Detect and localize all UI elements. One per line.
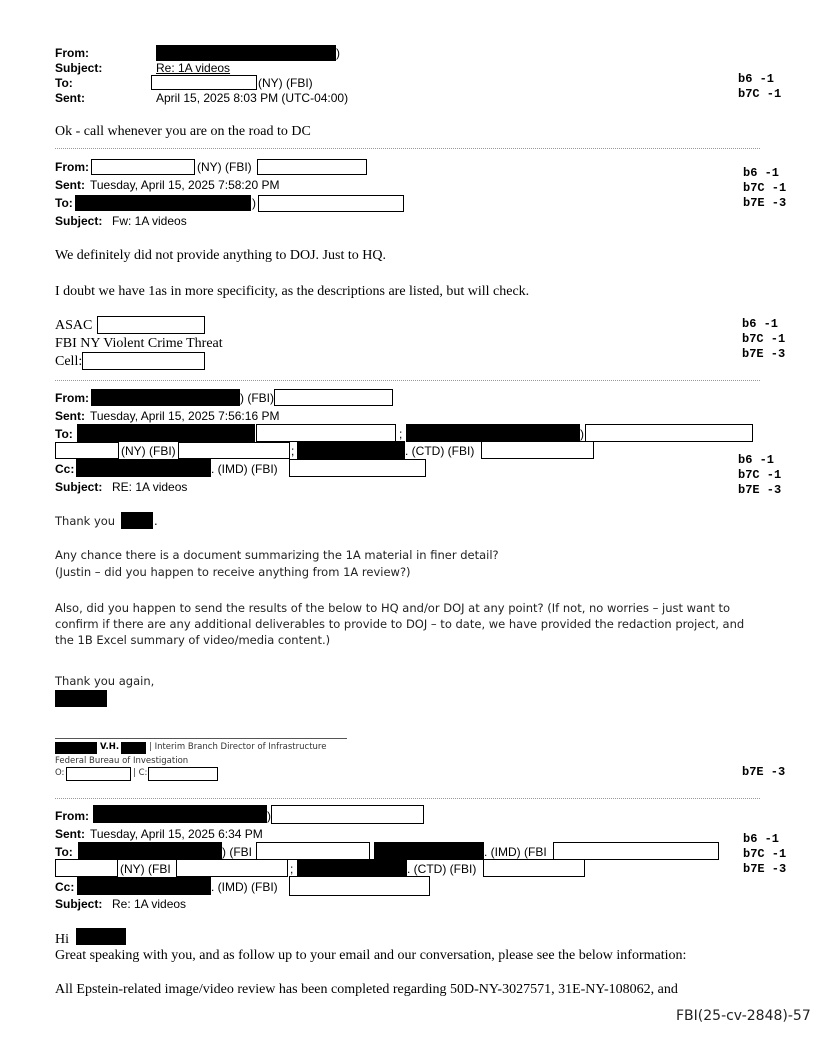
email2-subject-label: Subject:	[55, 214, 103, 228]
redaction-box	[256, 424, 396, 442]
redaction-box	[289, 876, 430, 896]
email4-to-mid1: ) (FBI	[222, 845, 252, 859]
redaction-block	[93, 805, 267, 823]
exemption-code: b6 -1	[738, 453, 775, 467]
email3-sig-title: | Interim Branch Director of Infrastructure	[149, 742, 327, 752]
exemption-code: b7C -1	[742, 332, 786, 346]
email2-subject-value: Fw: 1A videos	[112, 214, 187, 228]
email2-sig-office: FBI NY Violent Crime Threat	[55, 336, 223, 351]
redaction-block	[76, 928, 126, 945]
exemption-code: b7C -1	[738, 87, 782, 101]
email1-sent-value: April 15, 2025 8:03 PM (UTC-04:00)	[156, 91, 349, 105]
email4-cc-label: Cc:	[55, 880, 75, 894]
email4-to-row2-a: (NY) (FBI	[120, 862, 171, 876]
email1-from-label: From:	[55, 46, 89, 60]
email4-to-row2-sep: ;	[290, 862, 294, 876]
redaction-box	[55, 442, 119, 459]
redaction-box	[97, 316, 205, 334]
divider	[55, 148, 760, 149]
email3-subject-value: RE: 1A videos	[112, 480, 188, 494]
email1-subject-label: Subject:	[55, 61, 103, 75]
redaction-block	[75, 195, 251, 211]
redaction-box	[91, 159, 195, 175]
email1-to-label: To:	[55, 76, 73, 90]
email4-cc-mid: . (IMD) (FBI)	[211, 880, 278, 894]
redaction-block	[55, 690, 107, 707]
redaction-block	[297, 441, 405, 459]
email3-para2: Also, did you happen to send the results of the below to HQ and/or DOJ at any point? (If not, no worries – just want to confirm if there are any additional deliverables to provide to DOJ – to date, we have provided the redaction project, and the 1B Excel summary of video/media content.)	[55, 601, 745, 647]
redaction-block	[374, 842, 484, 860]
redaction-box	[178, 442, 290, 459]
redaction-block	[77, 424, 255, 442]
redaction-box	[176, 859, 288, 877]
redaction-block	[78, 842, 222, 860]
exemption-code: b7E -3	[742, 765, 786, 779]
email4-subject-label: Subject:	[55, 897, 103, 911]
email2-sent-value: Tuesday, April 15, 2025 7:58:20 PM	[90, 178, 280, 192]
redaction-block	[76, 459, 211, 477]
email3-sig-org: Federal Bureau of Investigation	[55, 756, 189, 766]
email4-to-row2-b: . (CTD) (FBI)	[407, 862, 477, 876]
email2-to-label: To:	[55, 196, 73, 210]
email4-body-line1: Great speaking with you, and as follow up to your email and our conversation, please see the below information:	[55, 948, 687, 963]
email3-sent-label: Sent:	[55, 409, 85, 423]
email4-body-line2: All Epstein-related image/video review has been completed regarding 50D-NY-3027571, 31E-NY-108062, and	[55, 982, 678, 997]
email3-to-paren: )	[580, 427, 584, 441]
redaction-block	[91, 389, 240, 406]
redaction-box	[481, 441, 594, 459]
email2-sig-cell: Cell:	[55, 354, 83, 369]
email4-sent-label: Sent:	[55, 827, 85, 841]
exemption-code: b7E -3	[738, 483, 782, 497]
email4-subject-value: Re: 1A videos	[112, 897, 187, 911]
redaction-box	[151, 75, 257, 90]
exemption-code: b6 -1	[738, 72, 775, 86]
redaction-block	[121, 742, 146, 754]
exemption-code: b7C -1	[743, 847, 787, 861]
email2-sent-label: Sent:	[55, 178, 85, 192]
email1-sent-label: Sent:	[55, 91, 85, 105]
redaction-box	[257, 159, 367, 175]
email4-from-label: From:	[55, 809, 89, 823]
redaction-box	[256, 842, 370, 860]
email3-closing: Thank you again,	[55, 674, 155, 688]
redaction-box	[585, 424, 753, 442]
email4-to-mid2: . (IMD) (FBI	[484, 845, 547, 859]
redaction-box	[258, 195, 404, 212]
email3-cc-mid: . (IMD) (FBI)	[211, 462, 278, 476]
email3-para1-line1: Any chance there is a document summarizing the 1A material in finer detail?	[55, 548, 499, 562]
redaction-block	[121, 512, 153, 529]
email2-from-mid: (NY) (FBI)	[197, 160, 252, 174]
exemption-code: b6 -1	[742, 317, 779, 331]
redaction-block	[156, 45, 336, 61]
email3-para1-line2: (Justin – did you happen to receive anything from 1A review?)	[55, 565, 411, 579]
email3-from-label: From:	[55, 391, 89, 405]
email3-to-row2-sep: ;	[291, 444, 295, 458]
email3-sig-name: V.H.	[100, 742, 120, 752]
redaction-box	[289, 459, 426, 477]
email1-from-suffix: )	[336, 46, 340, 60]
redaction-box	[66, 767, 131, 781]
redaction-box	[553, 842, 719, 860]
signature-rule	[55, 738, 347, 739]
email2-from-label: From:	[55, 160, 89, 174]
redaction-box	[82, 352, 205, 370]
redaction-box	[271, 805, 424, 824]
bates-number: FBI(25-cv-2848)-57	[676, 1008, 811, 1024]
redaction-block	[406, 424, 580, 442]
email4-to-label: To:	[55, 845, 73, 859]
email3-to-label: To:	[55, 427, 73, 441]
redaction-block	[77, 877, 211, 895]
redaction-box	[274, 389, 393, 406]
exemption-code: b7C -1	[743, 181, 787, 195]
exemption-code: b7E -3	[742, 347, 786, 361]
email3-to-row2-a: (NY) (FBI)	[121, 444, 176, 458]
redaction-box	[148, 767, 218, 781]
email3-cc-label: Cc:	[55, 462, 75, 476]
email3-thanks: Thank you	[55, 514, 116, 528]
email3-to-sep: ;	[399, 427, 403, 441]
exemption-code: b6 -1	[743, 832, 780, 846]
email4-from-suffix: )	[267, 809, 271, 823]
email3-from-mid: ) (FBI)	[240, 391, 274, 405]
email3-sig-cell-phone: | C:	[133, 768, 148, 778]
email3-to-row2-b: . (CTD) (FBI)	[405, 444, 475, 458]
redaction-block	[55, 742, 97, 754]
email3-sig-office-phone: O:	[55, 768, 65, 778]
exemption-code: b7E -3	[743, 196, 787, 210]
exemption-code: b7C -1	[738, 468, 782, 482]
divider	[55, 380, 760, 381]
email3-sent-value: Tuesday, April 15, 2025 7:56:16 PM	[90, 409, 280, 423]
email1-to-suffix: (NY) (FBI)	[258, 76, 313, 90]
email4-sent-value: Tuesday, April 15, 2025 6:34 PM	[90, 827, 263, 841]
email4-greeting: Hi	[55, 932, 69, 947]
email1-subject-value: Re: 1A videos	[156, 61, 231, 75]
redaction-block	[297, 859, 407, 877]
email2-sig-asac: ASAC	[55, 318, 93, 333]
exemption-code: b6 -1	[743, 166, 780, 180]
email2-body-line2: I doubt we have 1as in more specificity, as the descriptions are listed, but will check.	[55, 284, 530, 299]
redaction-box	[483, 859, 585, 877]
email2-to-suffix: )	[252, 196, 256, 210]
redaction-box	[55, 859, 118, 877]
email2-body-line1: We definitely did not provide anything to DOJ. Just to HQ.	[55, 248, 386, 263]
email3-thanks-end: .	[154, 514, 158, 528]
exemption-code: b7E -3	[743, 862, 787, 876]
email3-subject-label: Subject:	[55, 480, 103, 494]
divider	[55, 798, 760, 799]
email1-body: Ok - call whenever you are on the road to DC	[55, 124, 311, 139]
